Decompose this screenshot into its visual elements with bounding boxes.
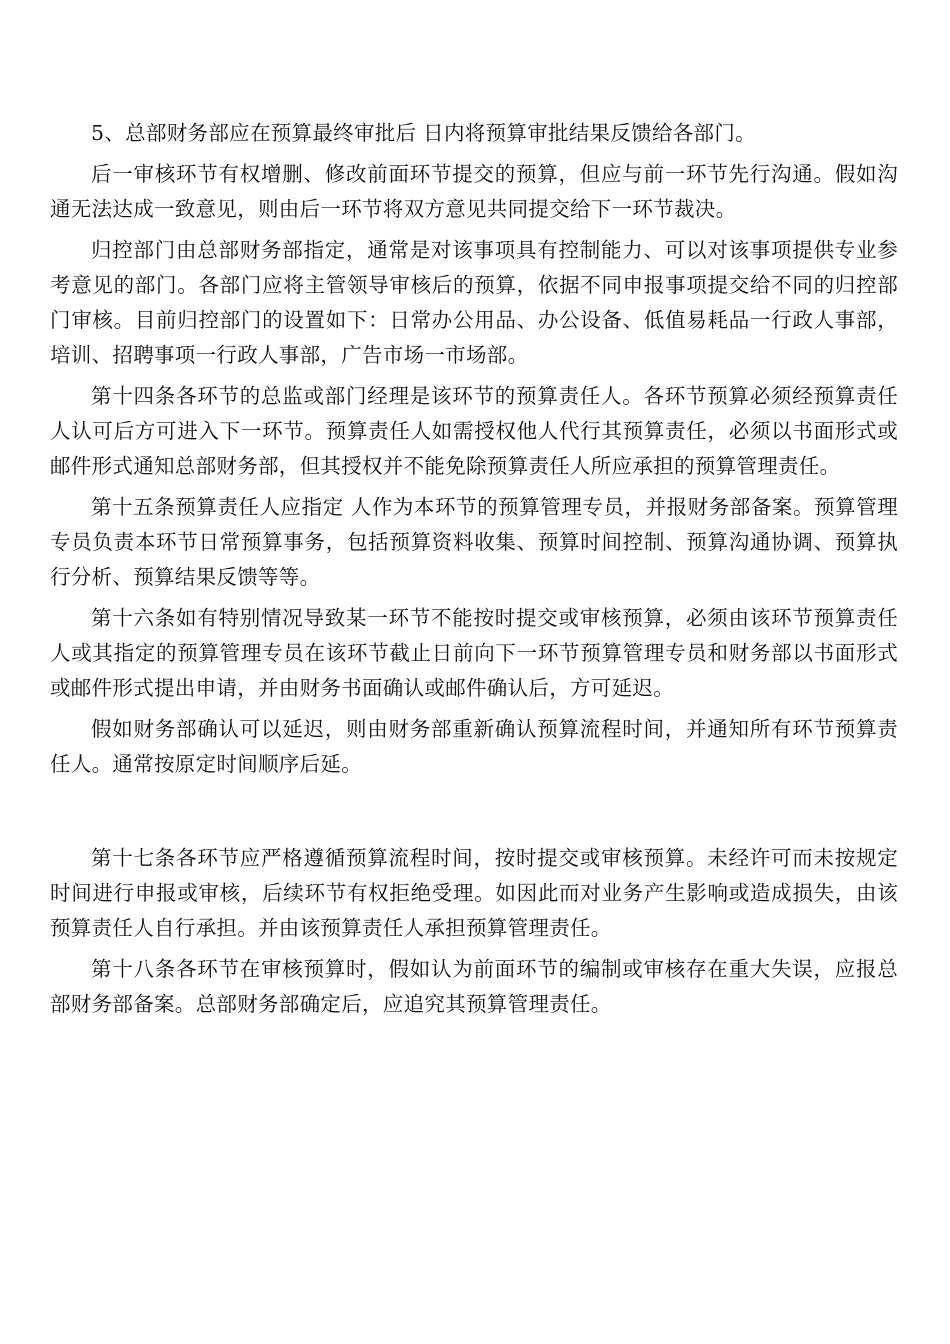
paragraph-approval-feedback: 5、总部财务部应在预算最终审批后 日内将预算审批结果反馈给各部门。 [91, 121, 756, 145]
paragraph-gap [50, 788, 898, 841]
paragraph-review-rights: 后一审核环节有权增删、修改前面环节提交的预算，但应与前一环节先行沟通。假如沟通无法达成一致意见，则由后一环节将双方意见共同提交给下一环节裁决。 [50, 162, 898, 221]
paragraph-control-departments: 归控部门由总部财务部指定，通常是对该事项具有控制能力、可以对该事项提供专业参考意见的部门。各部门应将主管领导审核后的预算，依据不同申报事项提交给不同的归控部门审核。目前归控部门的设置如下：日常办公用品、办公设备、低值易耗品一行政人事部，培训、招聘事项一行政人事部，广告市场一市场部。 [50, 238, 898, 367]
paragraph-article-16: 第十六条如有特别情况导致某一环节不能按时提交或审核预算，必须由该环节预算责任人或其指定的预算管理专员在该环节截止日前向下一环节预算管理专员和财务部以书面形式或邮件形式提出申请，并由财务书面确认或邮件确认后，方可延迟。 [50, 606, 898, 700]
document-body [50, 116, 898, 1028]
paragraph-delay-confirmation: 假如财务部确认可以延迟，则由财务部重新确认预算流程时间，并通知所有环节预算责任人。通常按原定时间顺序后延。 [50, 717, 898, 776]
paragraph-article-17: 第十七条各环节应严格遵循预算流程时间，按时提交或审核预算。未经许可而未按规定时间进行申报或审核，后续环节有权拒绝受理。如因此而对业务产生影响或造成损失，由该预算责任人自行承担。并由该预算责任人承担预算管理责任。 [50, 846, 898, 940]
paragraph-article-15: 第十五条预算责任人应指定 人作为本环节的预算管理专员，并报财务部备案。预算管理专员负责本环节日常预算事务，包括预算资料收集、预算时间控制、预算沟通协调、预算执行分析、预算结果反馈等等。 [50, 495, 898, 589]
paragraph-article-14: 第十四条各环节的总监或部门经理是该环节的预算责任人。各环节预算必须经预算责任人认可后方可进入下一环节。预算责任人如需授权他人代行其预算责任，必须以书面形式或邮件形式通知总部财务部，但其授权并不能免除预算责任人所应承担的预算管理责任。 [50, 384, 898, 478]
paragraph-article-18: 第十八条各环节在审核预算时，假如认为前面环节的编制或审核存在重大失误，应报总部财务部备案。总部财务部确定后，应追究其预算管理责任。 [50, 957, 898, 1016]
